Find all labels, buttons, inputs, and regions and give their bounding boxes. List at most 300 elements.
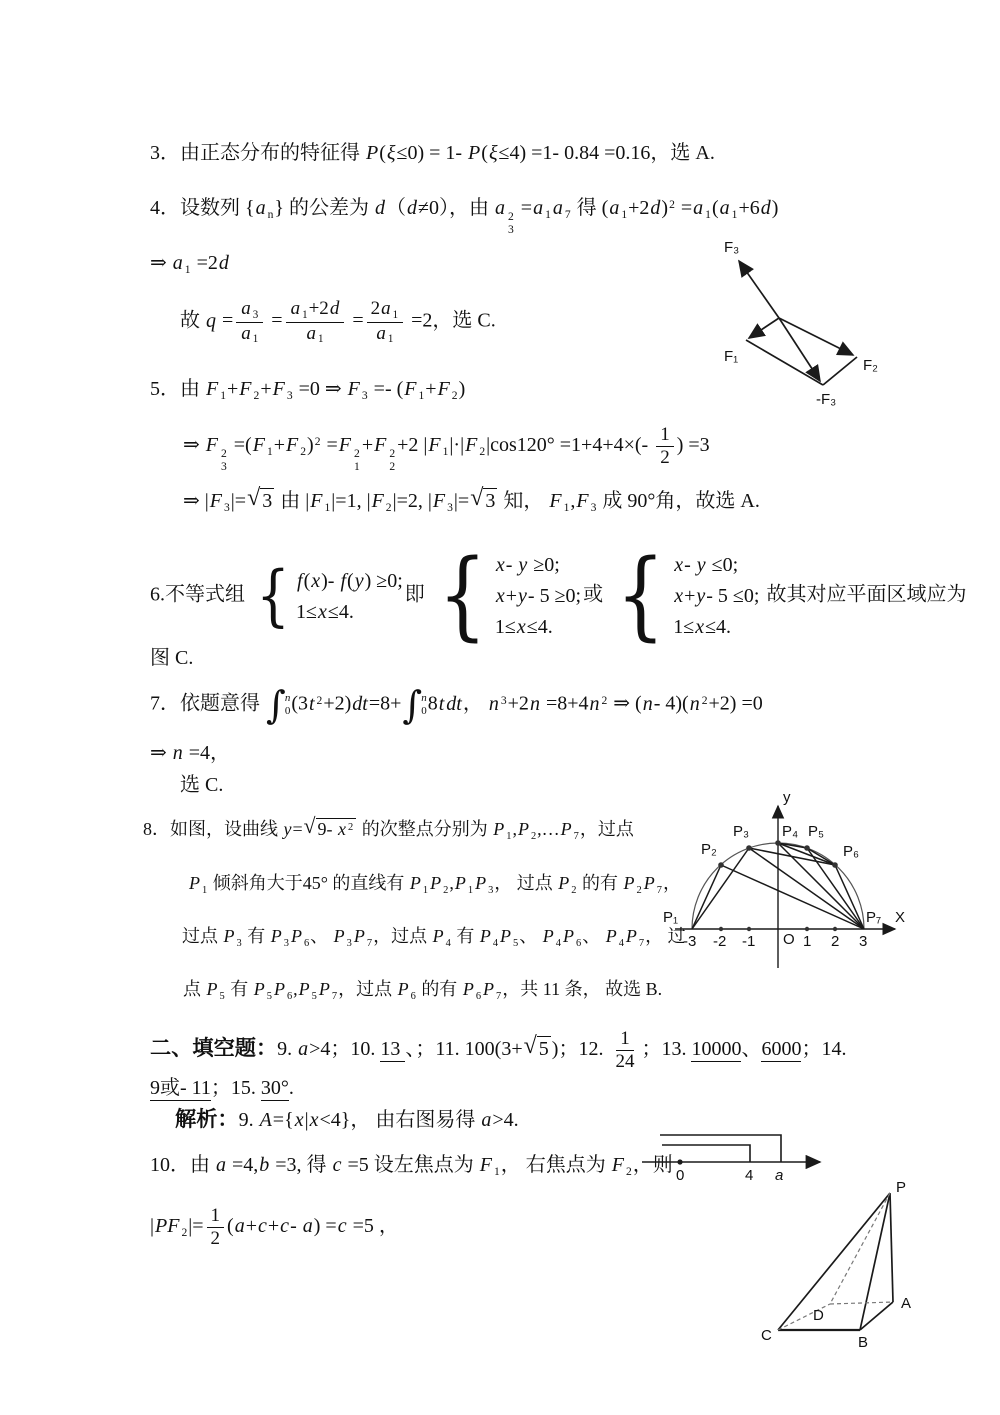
seg: 二、填空题：	[150, 1036, 278, 1060]
seg: |=	[188, 1214, 204, 1237]
seg: n	[689, 692, 700, 715]
solution-line-7	[183, 485, 760, 515]
seg: y	[518, 554, 528, 576]
seg: x	[695, 616, 705, 638]
seg: a	[216, 1154, 226, 1176]
seg: F	[347, 378, 360, 400]
seg: -	[684, 554, 696, 576]
seg: ) ≥0;	[364, 569, 403, 592]
seg: P	[562, 926, 574, 946]
seg: d	[760, 197, 771, 219]
seg: =5 ，	[347, 1214, 399, 1237]
seg: a	[172, 252, 183, 274]
seg: )	[771, 197, 779, 219]
seg: 2	[701, 693, 708, 707]
seg: 7	[656, 884, 662, 896]
seg: +2) =0	[708, 692, 763, 715]
seg: 1	[324, 501, 331, 515]
seg: 5	[513, 937, 519, 949]
solution-line-8	[150, 539, 967, 652]
seg: P	[462, 979, 474, 999]
point-label-p5: P₅	[808, 823, 825, 840]
seg: 2	[210, 1227, 221, 1249]
solution-line-15	[182, 925, 686, 950]
seg: 2	[443, 884, 449, 896]
seg: x	[495, 554, 505, 576]
seg: |	[304, 1109, 309, 1131]
seg: t	[438, 692, 445, 715]
seg: ⇒	[150, 742, 172, 764]
seg: 5	[219, 990, 225, 1002]
seg: √ 5	[523, 1032, 549, 1060]
seg: a	[381, 298, 391, 319]
seg: √ 3	[470, 485, 496, 512]
seg: 2 2	[389, 446, 396, 474]
solution-line-19	[175, 1106, 519, 1134]
seg: a	[241, 298, 251, 319]
seg: 1	[545, 208, 551, 222]
vertex-b: B	[858, 1334, 869, 1351]
seg: 1	[731, 208, 738, 222]
seg: 13	[380, 1037, 406, 1060]
seg: =2	[191, 252, 218, 274]
seg: P	[623, 873, 635, 893]
seg: ≤4) =1- 0.84 =0.16	[498, 142, 651, 164]
seg: ，过点	[579, 819, 634, 839]
seg: n	[589, 692, 600, 715]
seg: F	[479, 1154, 492, 1176]
seg: 7	[573, 830, 579, 842]
seg: 10000	[691, 1037, 742, 1060]
seg: 1≤	[673, 616, 695, 638]
seg: 3	[236, 937, 242, 949]
seg	[286, 298, 345, 346]
seg: 1	[252, 333, 259, 346]
seg: ，	[662, 873, 681, 893]
seg: P	[432, 926, 444, 946]
seg: y	[696, 554, 706, 576]
solution-line-12	[180, 772, 223, 798]
seg: |cos120° =1+4+4×(-	[486, 433, 654, 456]
seg: 知，	[498, 490, 549, 512]
force-f3-label: F₃	[724, 239, 740, 256]
seg: 5	[311, 990, 317, 1002]
seg: ，共 11 条， 故选 B.	[502, 979, 663, 999]
seg: 5	[538, 1037, 549, 1060]
seg: +	[361, 433, 374, 456]
seg: |	[150, 1214, 155, 1237]
solution-line-13	[143, 814, 634, 843]
solution-line-5	[150, 376, 465, 403]
seg: n	[642, 692, 653, 715]
seg: 4	[618, 937, 624, 949]
seg	[656, 424, 674, 469]
seg: √ 3	[247, 485, 273, 512]
seg: 6	[286, 990, 293, 1002]
seg: ，	[462, 692, 488, 715]
seg: )	[458, 378, 466, 400]
seg	[207, 1205, 225, 1250]
seg: P	[483, 979, 495, 999]
seg: 、	[741, 1037, 762, 1060]
seg: (	[347, 569, 354, 592]
tick-3: 3	[859, 933, 868, 950]
seg: x	[674, 554, 684, 576]
edge-pa	[890, 1193, 893, 1302]
seg: 1	[422, 884, 429, 896]
seg: d	[407, 197, 418, 219]
seg: y	[518, 585, 527, 607]
seg: 2	[636, 884, 642, 896]
vector-f3	[739, 261, 779, 318]
seg: 解析：	[175, 1108, 239, 1131]
seg: F	[252, 433, 265, 456]
seg: (	[303, 569, 311, 592]
seg: |=	[453, 490, 470, 512]
seg: } 的公差为	[274, 197, 375, 219]
seg: 2	[571, 884, 577, 896]
seg: P	[253, 979, 265, 999]
seg: { x- y ≤0; x+y- 5 ≤0; 1≤x≤4.	[616, 539, 760, 652]
seg: 、；11. 100(3+	[405, 1037, 523, 1060]
seg: )；12.	[551, 1037, 609, 1060]
seg: ，选 A.	[650, 142, 715, 164]
seg: 2	[660, 446, 670, 468]
seg: 2	[253, 389, 260, 403]
pyramid-diagram	[755, 1180, 955, 1355]
point-label-p3: P₃	[733, 823, 750, 840]
seg: ≤0) = 1-	[396, 142, 468, 164]
seg: 1	[302, 308, 308, 321]
tick-2: 2	[831, 933, 840, 950]
vertex-d: D	[813, 1307, 824, 1324]
force-neg-f3-label: -F₃	[816, 391, 837, 408]
seg: ≤4.	[327, 600, 354, 623]
seg: +	[273, 433, 286, 456]
seg: F	[432, 490, 446, 512]
seg: 30°	[260, 1077, 289, 1099]
parallelogram-side	[823, 357, 857, 385]
tick--3: -3	[683, 933, 697, 950]
seg: a	[719, 197, 730, 219]
solution-line-1	[150, 140, 715, 166]
seg: P	[409, 873, 421, 893]
seg: 3．由正态分布的特征得	[150, 142, 365, 164]
seg: a	[255, 197, 266, 219]
numberline-4: 4	[745, 1167, 754, 1184]
seg: a	[241, 322, 251, 344]
seg: ,	[293, 979, 298, 999]
seg: =4，	[183, 742, 231, 764]
seg: 有	[225, 979, 253, 999]
seg: 4	[492, 937, 499, 949]
tick-1: 1	[803, 933, 812, 950]
seg: +2	[507, 692, 529, 715]
seg: P	[353, 926, 365, 946]
seg: 2 3	[220, 446, 227, 474]
solution-line-4	[180, 298, 496, 346]
seg: 1	[392, 308, 399, 321]
interval-bracket-inner	[662, 1145, 750, 1162]
seg: -	[290, 1214, 302, 1237]
seg: ， 过	[645, 926, 686, 946]
seg: 2	[625, 1165, 632, 1179]
seg: c	[280, 1214, 290, 1237]
seg: 2	[181, 1225, 188, 1239]
seg: ,	[449, 873, 454, 893]
seg: P	[290, 926, 302, 946]
seg: P	[479, 926, 491, 946]
seg: 1	[184, 263, 191, 277]
seg: a	[552, 197, 563, 219]
seg: |=	[230, 490, 247, 512]
seg: ∫ n 0	[402, 683, 427, 727]
seg: |=1, |	[331, 490, 371, 512]
seg: a	[481, 1109, 492, 1131]
seg: F	[286, 433, 299, 456]
seg: .	[288, 1077, 294, 1099]
seg: F	[209, 490, 222, 512]
seg: 故其对应平面区域应为	[761, 583, 967, 606]
seg: n	[488, 692, 499, 715]
seg: a	[533, 197, 544, 219]
seg: y	[283, 819, 292, 839]
seg: 的有	[416, 979, 462, 999]
solution-line-20	[150, 1152, 673, 1179]
seg: 2	[370, 298, 381, 319]
seg: P	[430, 873, 442, 893]
seg: F	[338, 433, 352, 456]
seg: x	[338, 819, 347, 839]
seg: 1	[467, 884, 474, 896]
seg: 成 90°角，故选 A.	[597, 490, 760, 512]
seg: F	[239, 378, 252, 400]
force-f2-label: F₂	[863, 357, 878, 374]
seg: 有	[451, 926, 479, 946]
solution-line-9	[150, 645, 193, 671]
seg: +	[425, 378, 437, 400]
seg: 3	[223, 501, 230, 515]
seg: 3	[361, 389, 368, 403]
seg: x	[495, 585, 505, 607]
seg: 1	[506, 830, 512, 842]
seg: F	[611, 1154, 624, 1176]
seg: 7	[331, 990, 338, 1002]
seg: 2 3	[508, 209, 514, 237]
seg: +6	[738, 197, 760, 219]
solution-line-2	[150, 195, 778, 236]
seg: ≠0），由	[418, 197, 494, 219]
seg: ；13.	[641, 1037, 692, 1060]
seg: >4；10.	[309, 1037, 381, 1060]
seg: 1	[705, 208, 711, 222]
seg: +	[267, 1214, 280, 1237]
seg: c	[337, 1214, 347, 1237]
seg: 2	[669, 198, 675, 212]
seg: t	[308, 692, 315, 715]
seg: ={	[272, 1109, 294, 1131]
seg: 24	[615, 1050, 635, 1072]
seg: =	[217, 309, 234, 332]
seg: 5．由	[150, 378, 205, 400]
seg: 3	[346, 937, 352, 949]
solution-line-17	[150, 1028, 846, 1073]
solution-line-16	[183, 978, 662, 1003]
seg: +2	[308, 298, 329, 319]
seg: 3	[590, 501, 597, 515]
seg: 1	[202, 884, 208, 896]
point-label-p6: P₆	[843, 843, 860, 860]
seg: F	[371, 490, 384, 512]
seg: 3	[252, 308, 259, 321]
solution-line-14	[188, 872, 681, 897]
seg: ξ	[488, 142, 498, 164]
seg: =4,	[227, 1154, 259, 1176]
dashed-da	[830, 1302, 893, 1304]
seg: 点	[183, 979, 206, 999]
seg: P	[475, 873, 487, 893]
seg: 6	[475, 990, 482, 1002]
seg: 2	[314, 435, 321, 449]
seg: )	[661, 197, 669, 219]
seg: P	[500, 926, 512, 946]
seg: P	[298, 979, 310, 999]
edge-pc	[778, 1193, 890, 1330]
seg: 9-	[317, 819, 338, 839]
seg: 2	[601, 693, 608, 707]
tick--1: -1	[742, 933, 756, 950]
seg: a	[234, 1214, 245, 1237]
seg: =	[292, 819, 303, 839]
seg: F	[437, 378, 450, 400]
seg: =	[515, 197, 533, 219]
seg: 图 C.	[150, 647, 194, 669]
seg: =0 ⇒	[293, 378, 347, 400]
semicircle-diagram	[655, 788, 910, 978]
seg: +2)	[323, 692, 352, 715]
seg: =8+4	[540, 692, 589, 715]
seg: =	[347, 309, 364, 332]
seg: ≤4.	[526, 616, 553, 638]
seg: （	[386, 197, 407, 219]
seg: 2	[479, 444, 486, 458]
seg: 2	[348, 821, 354, 833]
seg: 、	[519, 926, 542, 946]
seg: 3	[485, 490, 496, 512]
seg: 的次整点分别为	[357, 819, 493, 839]
seg: ) =	[313, 1214, 337, 1237]
seg: c	[332, 1154, 342, 1176]
seg: 6	[410, 990, 416, 1002]
seg: √ 9- x $^2$	[304, 818, 357, 841]
seg: 1≤	[296, 600, 317, 623]
seg: 3	[283, 937, 289, 949]
seg: 、	[310, 926, 333, 946]
seg: ∫ n 0	[266, 683, 291, 727]
seg: ⇒	[150, 252, 172, 274]
seg: x	[516, 616, 526, 638]
seg: ；14.	[801, 1037, 847, 1060]
seg: 2	[300, 444, 307, 458]
solution-line-18	[150, 1075, 294, 1101]
seg: a	[306, 322, 316, 344]
seg: 10．由	[150, 1154, 215, 1176]
solution-line-11	[150, 740, 230, 766]
seg: |·|	[449, 433, 465, 456]
seg: dt	[352, 692, 368, 715]
seg: f	[340, 569, 347, 592]
seg: F	[374, 433, 387, 456]
x-axis-label: X	[895, 909, 906, 926]
seg: 3	[500, 693, 507, 707]
seg: =3, 得	[270, 1154, 332, 1176]
seg: >4.	[492, 1109, 519, 1131]
solution-line-3	[150, 250, 230, 277]
seg: P	[625, 926, 637, 946]
seg: 2	[316, 693, 323, 707]
seg: (	[379, 142, 386, 164]
seg: (3	[291, 692, 308, 715]
seg: q	[206, 309, 216, 332]
seg: +	[260, 378, 272, 400]
seg: - 5 ≤0;	[706, 585, 760, 607]
numberline-a: a	[775, 1167, 784, 1184]
seg: n	[267, 208, 274, 222]
seg: ，过点	[338, 979, 397, 999]
seg: 有	[242, 926, 270, 946]
seg: a	[693, 197, 704, 219]
seg: +	[684, 585, 696, 607]
seg: PF	[155, 1214, 180, 1237]
seg: 6.不等式组	[150, 583, 250, 606]
seg: 8．如图，设曲线	[143, 819, 283, 839]
seg: 选 C.	[180, 774, 224, 796]
seg: A	[259, 1109, 272, 1131]
seg: a	[495, 197, 505, 219]
seg	[367, 298, 404, 346]
seg: 1	[621, 208, 628, 222]
seg: 7	[496, 990, 502, 1002]
seg: 1	[210, 1205, 221, 1226]
seg: P	[206, 979, 218, 999]
interval-bracket-outer	[660, 1135, 781, 1162]
seg: =5 设左焦点为	[342, 1154, 479, 1176]
seg: 1≤	[494, 616, 516, 638]
seg: 2	[530, 830, 537, 842]
seg: 2	[385, 501, 392, 515]
tick--2: -2	[713, 933, 727, 950]
seg: 3	[286, 389, 293, 403]
seg: ) =3	[676, 433, 710, 456]
seg: P	[270, 926, 282, 946]
seg: P	[189, 873, 200, 893]
zero-dot	[677, 1159, 682, 1164]
seg: 、	[582, 926, 605, 946]
seg: dt	[446, 692, 462, 715]
seg: ⇒ |	[183, 490, 209, 512]
seg: P	[605, 926, 617, 946]
seg: )	[307, 433, 314, 456]
vertex-a: A	[901, 1295, 912, 1312]
seg: ≥0;	[528, 554, 560, 576]
seg: 9或- 11	[150, 1077, 211, 1099]
seg: { x- y ≥0; x+y- 5 ≥0; 1≤x≤4.	[437, 539, 582, 652]
seg: P	[558, 873, 570, 893]
seg: a	[376, 322, 386, 344]
seg: P	[366, 142, 379, 164]
seg: a	[298, 1037, 309, 1060]
seg: F	[205, 433, 218, 456]
